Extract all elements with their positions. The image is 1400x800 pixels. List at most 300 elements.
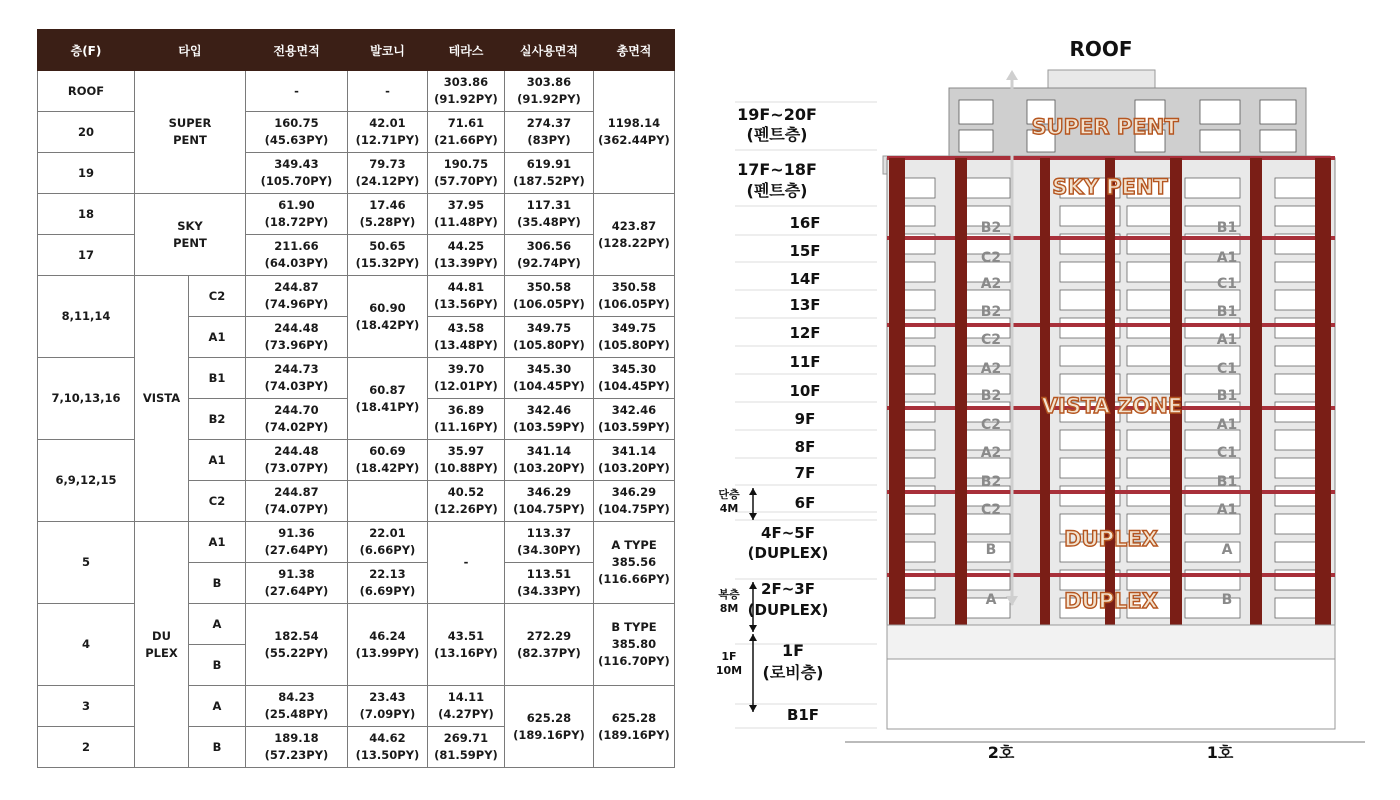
side-note: 1F — [721, 650, 737, 663]
cell-line: 17.46 — [369, 198, 406, 212]
unit-letter-right: B1 — [1216, 304, 1238, 320]
window — [1275, 598, 1320, 618]
cell-line: (106.05PY) — [598, 297, 670, 311]
cell-line: (25.48PY) — [264, 707, 329, 721]
unit-letter-left: A2 — [980, 361, 1002, 377]
cell-line: (189.16PY) — [598, 727, 670, 742]
cell-line: 423.87 — [611, 218, 657, 233]
window — [1275, 514, 1320, 534]
cell-line: (187.52PY) — [513, 174, 585, 188]
real-area-cell — [505, 235, 594, 276]
cell-line: 91.38 — [278, 567, 315, 581]
terrace-cell — [428, 604, 505, 686]
cell-line: 341.14 — [526, 444, 572, 458]
total-area-cell — [594, 399, 675, 440]
terrace-cell — [428, 71, 505, 112]
type-cell: B — [189, 727, 246, 768]
total-area-cell — [594, 317, 675, 358]
window — [900, 206, 935, 226]
unit-letter-right: C1 — [1216, 445, 1238, 461]
table-row — [38, 440, 675, 481]
unit-letter-right: C1 — [1216, 361, 1238, 377]
type-cell: C2 — [189, 481, 246, 522]
total-area-cell — [594, 686, 675, 768]
cell-line: (74.07PY) — [264, 502, 329, 516]
balcony-cell — [348, 522, 428, 563]
terrace-cell — [428, 153, 505, 194]
terrace-cell — [428, 358, 505, 399]
zone-label: SKY PENT — [1052, 175, 1168, 199]
unit-letter-right: A — [1221, 542, 1233, 558]
unit-letter-right: B — [1221, 592, 1233, 608]
cell-line: (27.64PY) — [264, 584, 329, 598]
cell-line: 43.51 — [447, 628, 485, 643]
cell-line: 269.71 — [443, 731, 489, 745]
terrace-cell — [428, 727, 505, 768]
group-duplex — [135, 522, 189, 768]
total-area-cell — [594, 481, 675, 522]
exclusive-cell — [246, 686, 348, 727]
exclusive-cell — [246, 194, 348, 235]
type-cell: B2 — [189, 399, 246, 440]
roof-label: ROOF — [1069, 37, 1133, 61]
arrow-head — [749, 705, 757, 712]
cell-line: (106.05PY) — [513, 297, 585, 311]
unit-letter-right: C1 — [1216, 276, 1238, 292]
cell-line: 117.31 — [526, 198, 572, 212]
window — [900, 514, 935, 534]
floor-cell: 4 — [38, 604, 135, 686]
group-sky-pent — [135, 194, 246, 276]
real-area-cell — [505, 481, 594, 522]
cell-line: (74.96PY) — [264, 297, 329, 311]
cell-line: (362.44PY) — [598, 133, 670, 147]
window — [1127, 486, 1177, 506]
cell-line: (57.23PY) — [264, 748, 329, 762]
cell-line: 113.51 — [526, 567, 572, 581]
cell-line: 39.70 — [447, 362, 485, 376]
floor-labels — [735, 102, 877, 728]
real-area-cell — [505, 153, 594, 194]
cell-line: 60.90 — [369, 300, 406, 315]
cell-line: 91.36 — [278, 526, 315, 540]
cell-line: 274.37 — [526, 116, 572, 130]
terrace-cell — [428, 235, 505, 276]
window — [900, 290, 935, 310]
unit-letter-left: C2 — [980, 250, 1002, 266]
type-cell: B — [189, 563, 246, 604]
cell-line: 625.28 — [611, 710, 657, 725]
cell-line: 244.70 — [274, 403, 319, 417]
unit-column-1: 1호 — [1206, 743, 1234, 762]
cell-line: 43.58 — [447, 321, 485, 335]
side-note: 복층 — [718, 588, 740, 601]
exclusive-cell — [246, 317, 348, 358]
cell-line: (82.37PY) — [517, 645, 581, 660]
cell-line: (34.33PY) — [517, 584, 581, 598]
roof-structure — [1048, 70, 1155, 90]
cell-line: 35.97 — [447, 444, 485, 458]
floor-label: (로비층) — [762, 663, 824, 682]
terrace-cell — [428, 276, 505, 317]
cell-line: 306.56 — [526, 239, 572, 253]
balcony-cell — [348, 194, 428, 235]
table-row — [38, 686, 675, 727]
floor-cell: ROOF — [38, 71, 135, 112]
window — [900, 430, 935, 450]
building-elevation — [715, 30, 1385, 790]
cell-line: (5.28PY) — [359, 215, 416, 229]
cell-line: 60.69 — [369, 444, 406, 458]
cell-line: (74.03PY) — [264, 379, 329, 393]
floor-label: (펜트층) — [746, 125, 808, 144]
real-area-cell — [505, 440, 594, 481]
cell-line: (91.92PY) — [517, 92, 581, 106]
cell-line: 37.95 — [447, 198, 485, 212]
cell-line: (11.16PY) — [434, 420, 498, 434]
header-row — [38, 30, 675, 71]
cell-line: (105.70PY) — [260, 174, 333, 188]
real-area-cell — [505, 522, 594, 563]
cell-line: (55.22PY) — [264, 645, 329, 660]
window — [900, 598, 935, 618]
terrace-cell — [428, 440, 505, 481]
col-real-area: 실사용면적 — [505, 30, 594, 71]
cell-line: (7.09PY) — [359, 707, 416, 721]
floor-cell: 19 — [38, 153, 135, 194]
window — [900, 542, 935, 562]
unit-letter-right: A1 — [1216, 332, 1238, 348]
window — [1260, 130, 1296, 152]
window — [959, 130, 993, 152]
floor-label: B1F — [786, 706, 820, 724]
window — [1275, 402, 1320, 422]
cell-line: (128.22PY) — [598, 235, 670, 250]
cell-line: 350.58 — [526, 280, 572, 294]
cell-line: (105.80PY) — [513, 338, 585, 352]
cell-line: 61.90 — [278, 198, 315, 212]
real-area-cell — [505, 399, 594, 440]
real-area-cell — [505, 112, 594, 153]
cell-line: 190.75 — [443, 157, 489, 171]
table-row — [38, 522, 675, 563]
cell-line: (4.27PY) — [438, 707, 494, 721]
window — [1275, 486, 1320, 506]
exclusive-cell — [246, 112, 348, 153]
cell-line: (6.66PY) — [359, 543, 416, 557]
cell-line: 341.14 — [611, 444, 657, 458]
zone-label: DUPLEX — [1064, 527, 1158, 551]
cell-line: 44.81 — [447, 280, 485, 294]
cell-line: 345.30 — [611, 362, 657, 376]
exclusive-cell: - — [246, 71, 348, 112]
cell-line: 84.23 — [278, 690, 315, 704]
cell-line: SKY — [177, 218, 203, 233]
type-cell: B — [189, 645, 246, 686]
cell-line: (27.64PY) — [264, 543, 329, 557]
real-area-cell — [505, 563, 594, 604]
cell-line: 71.61 — [447, 116, 485, 130]
cell-line: (103.59PY) — [598, 420, 670, 434]
unit-letter-right: B1 — [1216, 220, 1238, 236]
floor-label: 14F — [789, 270, 821, 288]
cell-line: 36.89 — [447, 403, 485, 417]
cell-line: (104.45PY) — [513, 379, 585, 393]
window — [1275, 290, 1320, 310]
cell-line: (12.01PY) — [434, 379, 498, 393]
terrace-cell — [428, 112, 505, 153]
cell-line: 346.29 — [611, 485, 657, 499]
unit-letter-right: A1 — [1216, 250, 1238, 266]
cell-line: (116.70PY) — [598, 654, 670, 668]
floor-label: 8F — [794, 438, 816, 456]
col-type: 타입 — [135, 30, 246, 71]
cell-line: 40.52 — [447, 485, 485, 499]
window — [1275, 430, 1320, 450]
col-floor: 층(F) — [38, 30, 135, 71]
unit-letter-right: A1 — [1216, 417, 1238, 433]
table-row — [38, 194, 675, 235]
col-exclusive-area: 전용면적 — [246, 30, 348, 71]
floor-label: 6F — [794, 494, 816, 512]
cell-line: (189.16PY) — [513, 727, 585, 742]
unit-letter-left: A2 — [980, 276, 1002, 292]
cell-line: 272.29 — [526, 628, 572, 643]
cell-line: (34.30PY) — [517, 543, 581, 557]
cell-line: (81.59PY) — [434, 748, 498, 762]
floor-cell: 5 — [38, 522, 135, 604]
floor-label: 19F~20F — [737, 105, 817, 124]
window — [1260, 100, 1296, 124]
cell-line: (104.45PY) — [598, 379, 670, 393]
total-area-cell — [594, 194, 675, 276]
type-cell: A — [189, 686, 246, 727]
window — [1275, 542, 1320, 562]
total-area-cell — [594, 276, 675, 317]
window — [1127, 206, 1177, 226]
cell-line: (35.48PY) — [517, 215, 581, 229]
floor-label: 9F — [794, 410, 816, 428]
lobby-level — [887, 625, 1335, 659]
cell-line: PLEX — [145, 645, 178, 660]
real-area-cell — [505, 358, 594, 399]
cell-line: B TYPE — [611, 620, 657, 634]
unit-letter-left: C2 — [980, 332, 1002, 348]
total-area-cell — [594, 604, 675, 686]
zone-label: SUPER PENT — [1031, 115, 1179, 139]
zone-label: DUPLEX — [1064, 589, 1158, 613]
window — [1200, 130, 1240, 152]
type-cell: A1 — [189, 440, 246, 481]
cell-line: 244.87 — [274, 280, 319, 294]
window — [1127, 430, 1177, 450]
window — [1275, 206, 1320, 226]
cell-line: 349.75 — [526, 321, 572, 335]
real-area-cell — [505, 686, 594, 768]
balcony-cell — [348, 563, 428, 604]
cell-line: (18.42PY) — [355, 461, 420, 475]
window — [1275, 262, 1320, 282]
balcony-cell — [348, 358, 428, 440]
cell-line: (57.70PY) — [434, 174, 498, 188]
cell-line: 350.58 — [611, 280, 657, 294]
unit-letter-right: A1 — [1216, 502, 1238, 518]
window — [900, 346, 935, 366]
area-table — [37, 29, 674, 772]
window — [1275, 346, 1320, 366]
side-note: 10M — [715, 664, 743, 677]
floor-cell: 18 — [38, 194, 135, 235]
cell-line: (83PY) — [527, 133, 571, 147]
cell-line: (13.99PY) — [355, 645, 420, 660]
floor-label: 16F — [789, 214, 821, 232]
floor-label: 1F — [781, 641, 805, 660]
side-notes — [716, 487, 757, 712]
cell-line: 182.54 — [274, 628, 319, 643]
window — [1127, 346, 1177, 366]
unit-letter-right: B1 — [1216, 474, 1238, 490]
cell-line: 342.46 — [611, 403, 657, 417]
terrace-cell — [428, 399, 505, 440]
cell-line: 44.62 — [369, 731, 406, 745]
table-row — [38, 112, 675, 153]
cell-line: 46.24 — [369, 628, 406, 643]
cell-line: (103.20PY) — [598, 461, 670, 475]
window — [1275, 178, 1320, 198]
zone-label: VISTA ZONE — [1041, 394, 1183, 418]
cell-line: 303.86 — [443, 75, 489, 89]
table-row — [38, 71, 675, 112]
balcony-cell — [348, 481, 428, 522]
balcony-cell — [348, 604, 428, 686]
lobby-glass — [887, 659, 1335, 729]
cell-line: (13.48PY) — [434, 338, 498, 352]
cell-line: (74.02PY) — [264, 420, 329, 434]
cell-line: (6.69PY) — [359, 584, 416, 598]
cell-line: 44.25 — [447, 239, 485, 253]
cell-line: (11.48PY) — [434, 215, 498, 229]
balcony-cell — [348, 727, 428, 768]
arrow-head — [749, 625, 757, 632]
cell-line: 50.65 — [369, 239, 406, 253]
real-area-cell — [505, 317, 594, 358]
side-note: 8M — [719, 602, 739, 615]
floor-label: (펜트층) — [746, 181, 808, 200]
exclusive-cell — [246, 440, 348, 481]
window — [1275, 458, 1320, 478]
col-terrace: 테라스 — [428, 30, 505, 71]
floor-label: 11F — [789, 353, 821, 371]
cell-line: 385.56 — [611, 555, 657, 569]
window — [959, 100, 993, 124]
arrow-head — [749, 582, 757, 589]
cell-line: (73.07PY) — [264, 461, 329, 475]
floor-label: 12F — [789, 324, 821, 342]
arrow-head — [749, 488, 757, 495]
unit-letter-left: A2 — [980, 445, 1002, 461]
exclusive-cell — [246, 235, 348, 276]
cell-line: 345.30 — [526, 362, 572, 376]
floor-label: (DUPLEX) — [747, 601, 829, 619]
window — [1185, 178, 1240, 198]
window — [1127, 374, 1177, 394]
real-area-cell — [505, 604, 594, 686]
balcony-cell — [348, 153, 428, 194]
exclusive-cell — [246, 604, 348, 686]
floor-label: 13F — [789, 296, 821, 314]
cell-line: 349.43 — [274, 157, 319, 171]
unit-letter-right: B1 — [1216, 388, 1238, 404]
floor-cell: 8,11,14 — [38, 276, 135, 358]
cell-line: PENT — [173, 133, 207, 147]
exclusive-cell — [246, 276, 348, 317]
total-area-cell — [594, 71, 675, 194]
exclusive-cell — [246, 727, 348, 768]
unit-column-2: 2호 — [987, 743, 1015, 762]
cell-line: 113.37 — [526, 526, 572, 540]
floor-cell: 20 — [38, 112, 135, 153]
floor-cell: 3 — [38, 686, 135, 727]
type-cell: C2 — [189, 276, 246, 317]
balcony-cell — [348, 686, 428, 727]
area-spec-table — [37, 29, 675, 768]
balcony-cell: - — [348, 71, 428, 112]
cell-line: PENT — [173, 235, 207, 250]
cell-line: (104.75PY) — [598, 502, 670, 516]
table-row — [38, 276, 675, 317]
unit-letter-left: B — [985, 542, 997, 558]
window — [965, 178, 1010, 198]
cell-line: (12.26PY) — [434, 502, 498, 516]
window — [900, 262, 935, 282]
total-area-cell — [594, 358, 675, 399]
unit-letter-left: B2 — [980, 388, 1002, 404]
col-balcony: 발코니 — [348, 30, 428, 71]
floor-label: 10F — [789, 382, 821, 400]
cell-line: 60.87 — [369, 382, 406, 397]
cell-line: 619.91 — [526, 157, 572, 171]
cell-line: (13.39PY) — [434, 256, 498, 270]
cell-line: (12.71PY) — [355, 133, 420, 147]
cell-line: (13.16PY) — [434, 645, 498, 660]
arrow-head — [749, 513, 757, 520]
cell-line: (21.66PY) — [434, 133, 498, 147]
floor-label: 15F — [789, 242, 821, 260]
window — [900, 486, 935, 506]
window — [900, 458, 935, 478]
cell-line: (105.80PY) — [598, 338, 670, 352]
cell-line: 349.75 — [611, 321, 657, 335]
cell-line: 22.13 — [369, 567, 406, 581]
window — [1127, 458, 1177, 478]
cell-line: 303.86 — [526, 75, 572, 89]
cell-line: (103.59PY) — [513, 420, 585, 434]
cell-line: (18.42PY) — [355, 317, 420, 332]
terrace-cell — [428, 481, 505, 522]
cell-line: (13.50PY) — [355, 748, 420, 762]
balcony-cell — [348, 440, 428, 481]
cell-line: (92.74PY) — [517, 256, 581, 270]
floor-cell: 6,9,12,15 — [38, 440, 135, 522]
type-cell: A1 — [189, 317, 246, 358]
cell-line: 244.48 — [274, 321, 319, 335]
group-vista: VISTA — [135, 276, 189, 522]
col-total-area: 총면적 — [594, 30, 675, 71]
cell-line: 1198.14 — [607, 116, 661, 130]
floor-cell: 2 — [38, 727, 135, 768]
cell-line: (15.32PY) — [355, 256, 420, 270]
window — [1275, 318, 1320, 338]
